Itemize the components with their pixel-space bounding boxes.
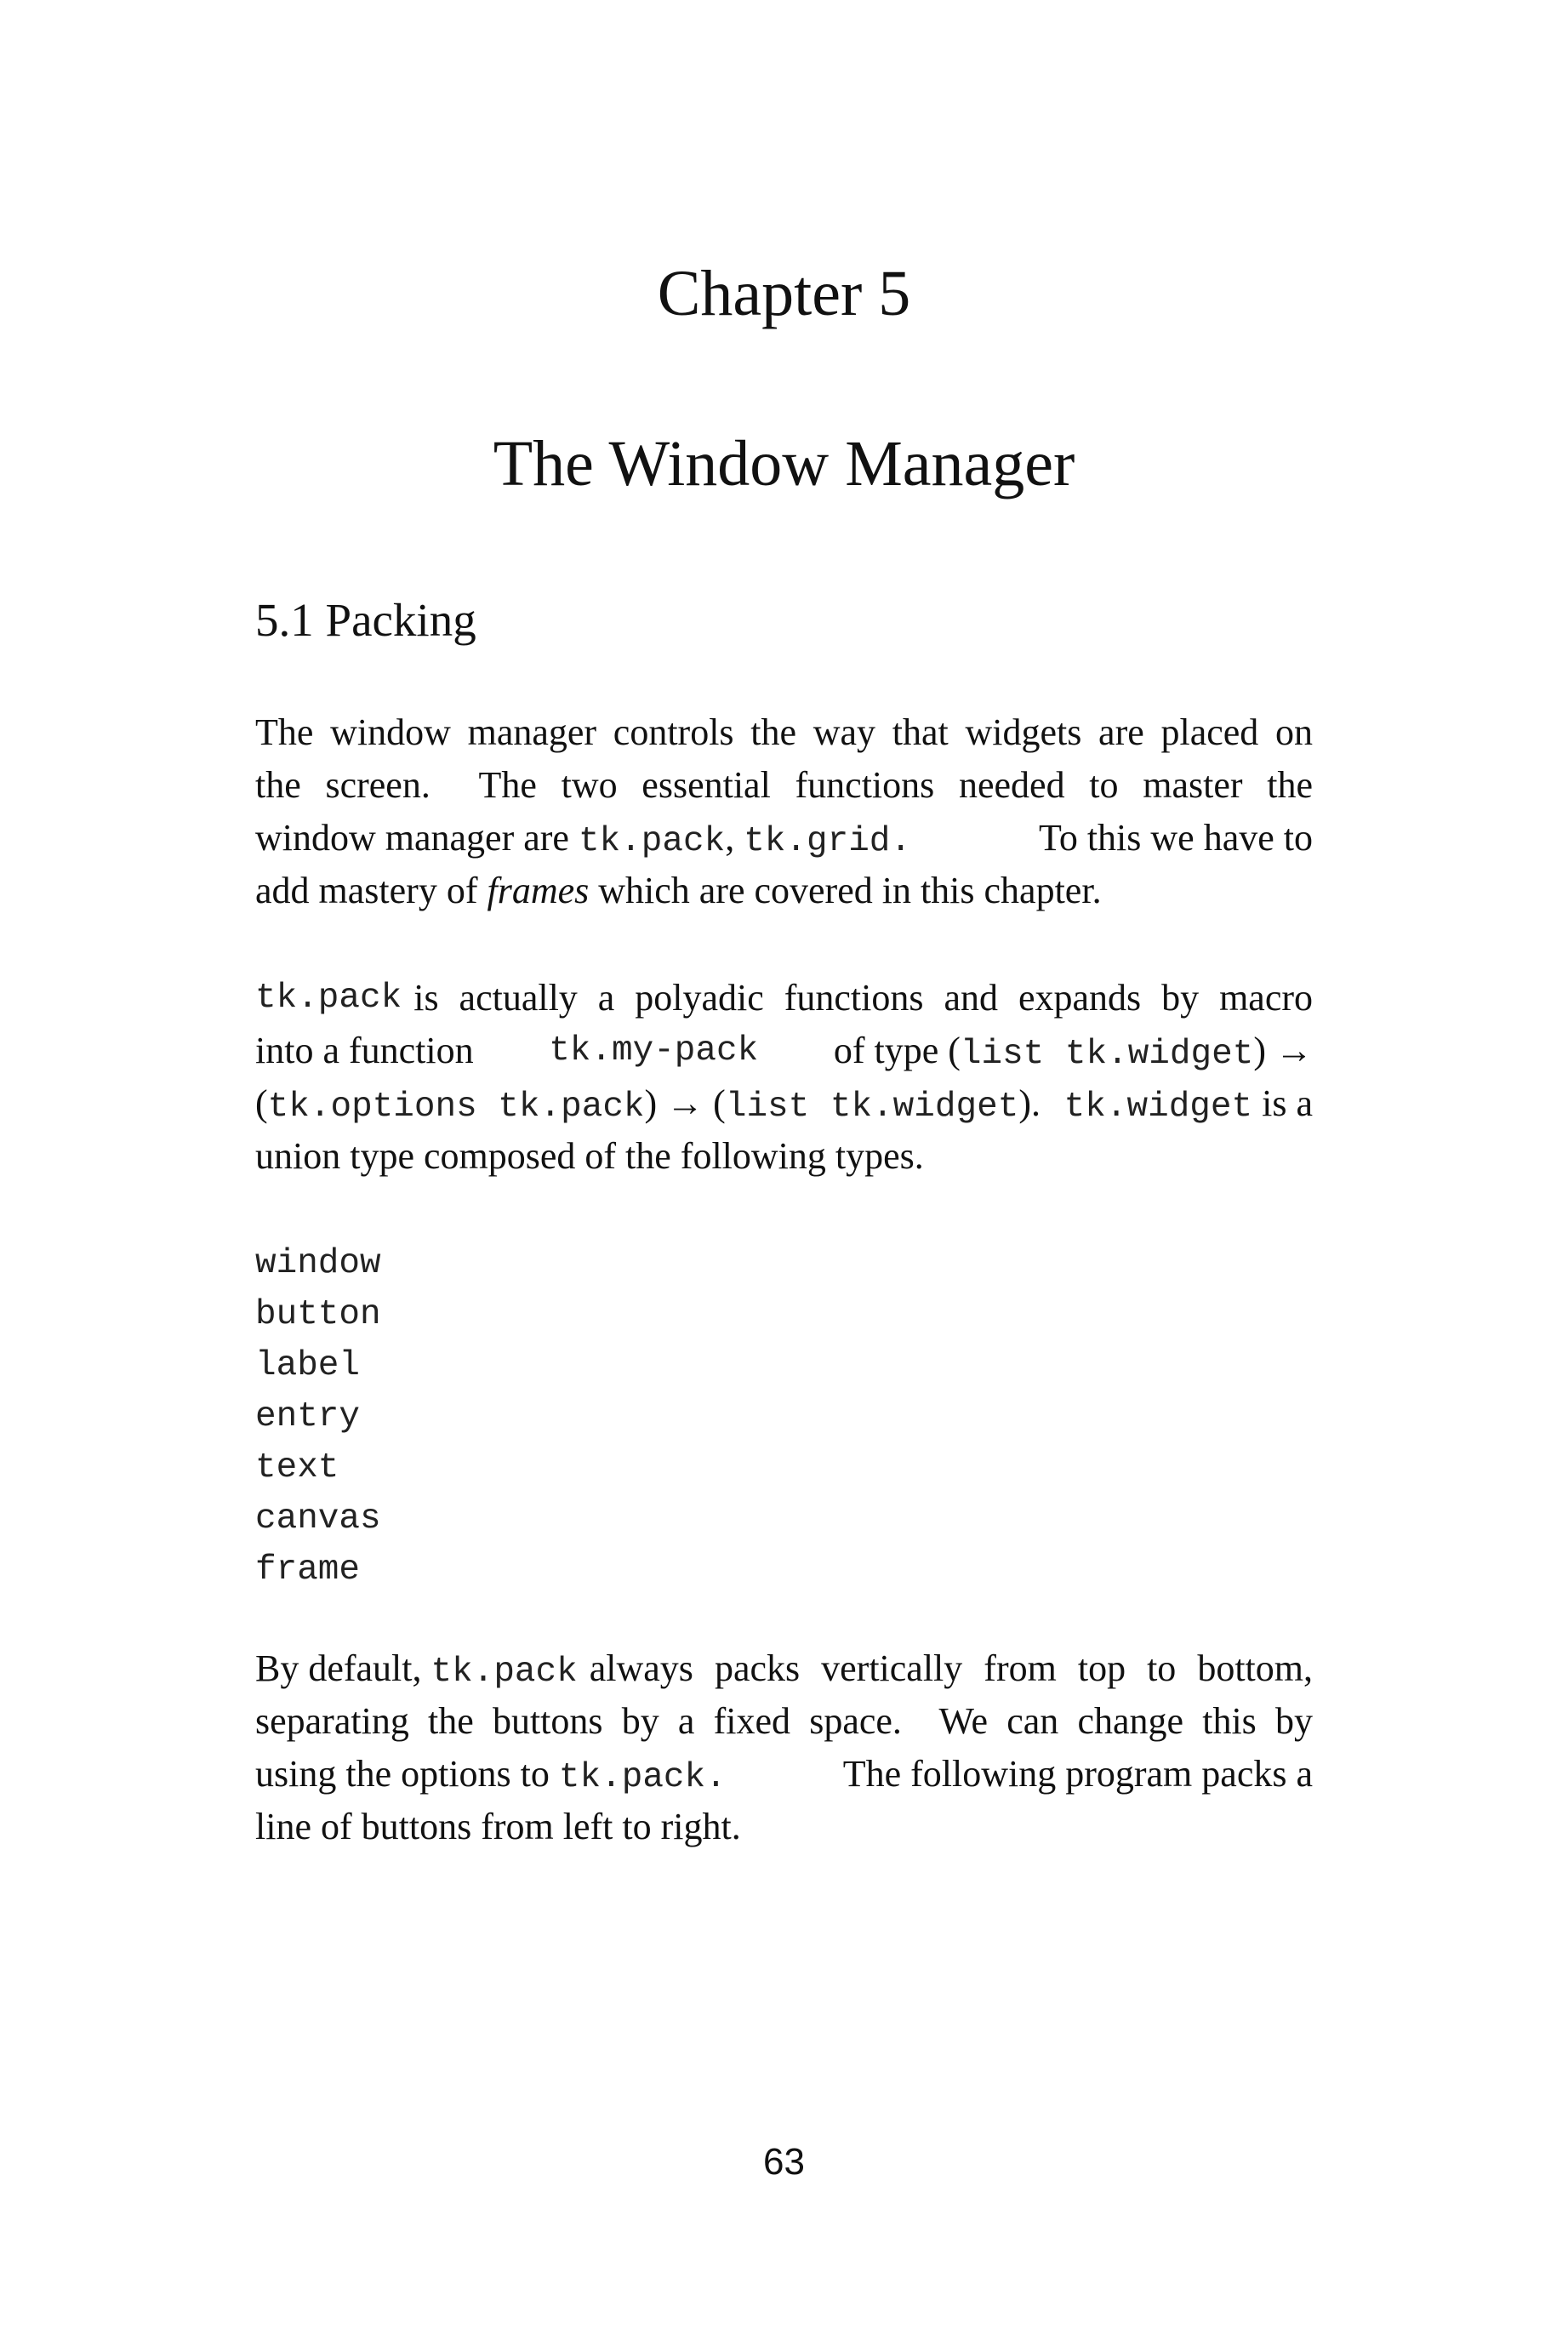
list-item: entry [255,1397,361,1436]
section-title: 5.1 Packing [255,594,476,646]
code-tk-grid: tk.grid. [744,822,912,861]
paragraph-line [255,1695,1313,1748]
paragraph-line [255,759,1313,812]
text-run [1064,1077,1313,1130]
emphasis-frames: frames [487,870,590,911]
code-list-tk-widget: list tk.widget [725,1088,1019,1127]
text-run: The window manager controls the way that widgets are placed on [255,711,1313,753]
text-run [255,812,911,865]
paragraph-line [255,1130,1313,1183]
text-run: which are covered in this chapter. [598,870,1102,911]
text-run: of type ( [833,1030,961,1071]
text-run: is actually a polyadic functions and expands by macro [413,977,1313,1019]
list-item: label [255,1346,361,1385]
list-item: frame [255,1550,361,1590]
paragraph-intro [255,706,1313,917]
code-list-tk-widget: list tk.widget [960,1035,1254,1074]
text-run: using the options to [255,1753,550,1795]
paragraph-line [255,1642,1313,1695]
paragraph-line [255,865,1313,917]
text-run [834,1025,1313,1077]
text-run: The following program packs a [842,1753,1313,1795]
paragraph-line [255,1025,1313,1077]
text-run [255,1642,578,1695]
text-run [255,1077,1041,1130]
text-run: ( [255,1082,268,1124]
text-run: , [725,817,735,859]
code-tk-pack: tk.pack [578,822,726,861]
paragraph-line [255,1801,1313,1853]
text-run: is a [1262,1082,1313,1124]
text-run: always packs vertically from top to bottom, [589,1647,1313,1689]
page-number: 63 [763,2141,805,2183]
code-tk-pack: tk.pack [255,979,402,1018]
list-item: text [255,1448,339,1487]
text-run [255,1748,727,1801]
text-run: line of buttons from left to right. [255,1806,741,1847]
paragraph-tk-pack [255,972,1313,1183]
code-tk-my-pack: tk.my-pack [549,1031,759,1070]
text-run: union type composed of the following types. [255,1135,924,1177]
text-run: By default, [255,1647,422,1689]
paragraph-line [255,1077,1313,1130]
paragraph-line [255,706,1313,759]
paragraph-line [255,1748,1313,1801]
text-run: To this we have to [1039,817,1313,859]
widget-type-list [255,1238,381,1596]
text-run: ) → [1253,1030,1313,1071]
list-item: window [255,1244,381,1283]
code-tk-pack: tk.pack. [558,1758,727,1797]
list-item: canvas [255,1499,381,1539]
chapter-title: The Window Manager [493,428,1075,500]
text-run: separating the buttons by a fixed space. We can change this by [255,1700,1313,1742]
text-run: the screen. The two essential functions needed to master the [255,764,1313,806]
paragraph-line [255,812,1313,865]
code-tk-pack: tk.pack [430,1653,578,1692]
text-run: ) → ( [644,1082,726,1124]
text-run: window manager are [255,817,569,859]
code-tk-widget: tk.widget [1063,1088,1253,1127]
paragraph-default-packing [255,1642,1313,1853]
text-run: into a function [255,1030,474,1071]
chapter-label: Chapter 5 [657,258,911,329]
list-item: button [255,1295,381,1334]
code-tk-options-tk-pack: tk.options tk.pack [267,1088,645,1127]
text-run: add mastery of [255,870,478,911]
paragraph-line [255,972,1313,1025]
text-run: ). [1018,1082,1041,1124]
